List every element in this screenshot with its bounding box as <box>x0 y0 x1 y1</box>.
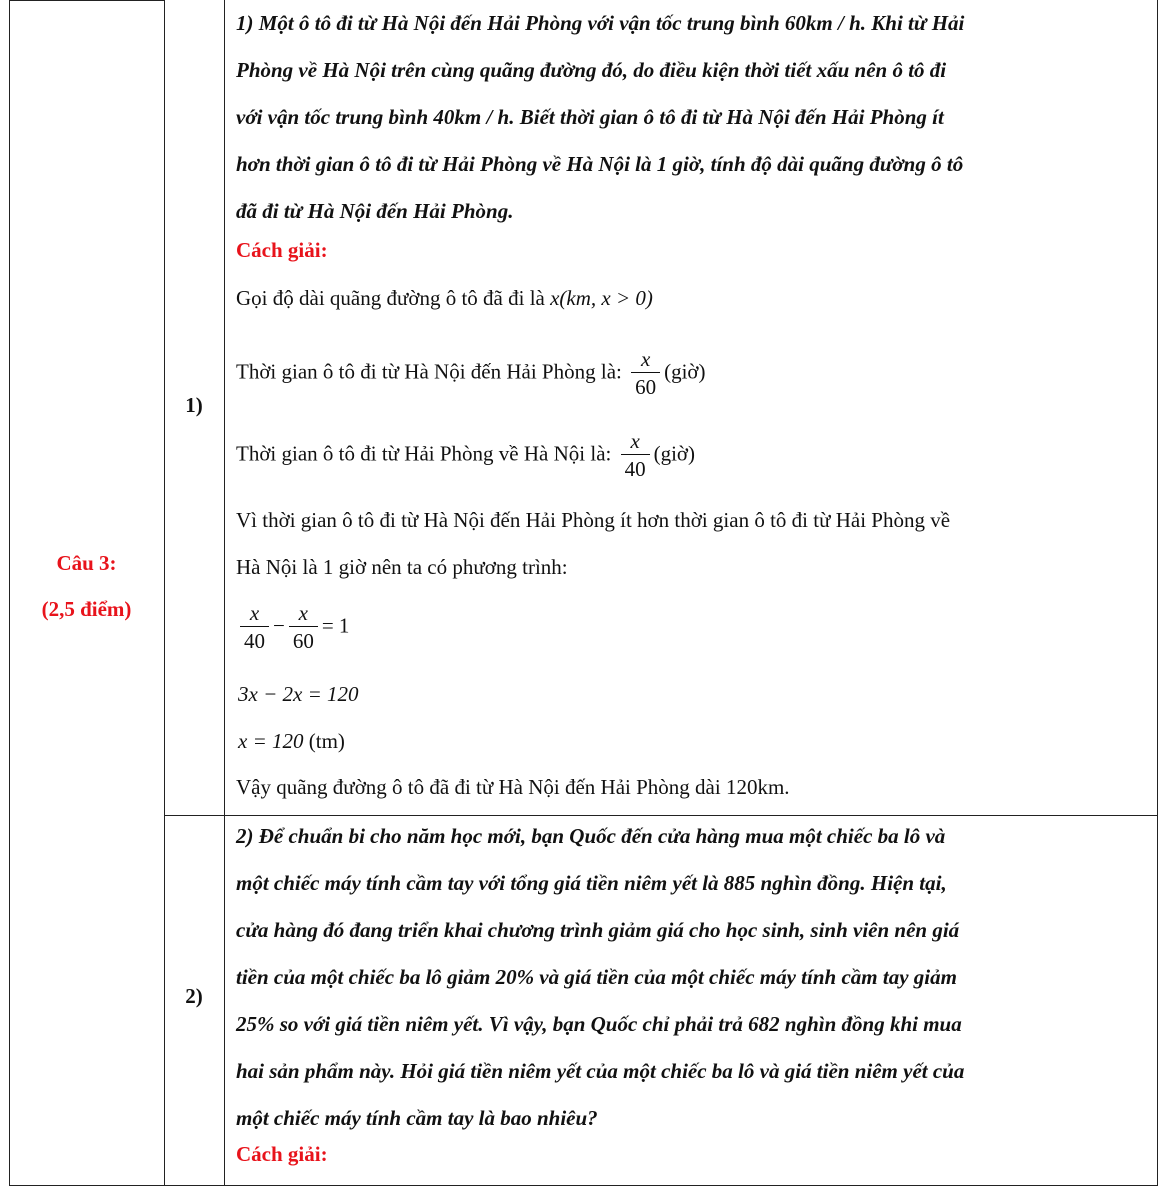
part1-problem-line: đã đi từ Hà Nội đến Hải Phòng. <box>236 199 514 223</box>
part2-solution-title: Cách giải: <box>236 1142 328 1166</box>
part2-problem-statement <box>236 813 1156 1142</box>
table-border-top-tick-left <box>9 0 165 1</box>
eq1-fraction1 <box>240 600 269 655</box>
table-border-right <box>1157 0 1158 1186</box>
part1-conclusion: Vậy quãng đường ô tô đã đi từ Hà Nội đến Hải Phòng dài 120km. <box>236 775 790 799</box>
fraction-numerator: x <box>289 600 318 627</box>
table-border-bottom <box>9 1185 1158 1186</box>
part2-problem-line: một chiếc máy tính cầm tay với tổng giá tiền niêm yết là 885 nghìn đồng. Hiện tại, <box>236 871 947 895</box>
eq1-operator: − <box>273 613 285 638</box>
part1-problem-line: với vận tốc trung bình 40km / h. Biết thời gian ô tô đi từ Hà Nội đến Hải Phòng ít <box>236 105 944 129</box>
part1-number: 1) <box>185 393 203 417</box>
table-border-left <box>9 0 10 1186</box>
fraction-denominator: 40 <box>624 457 646 481</box>
fraction-numerator: x <box>240 600 269 627</box>
part1-step3-text: Thời gian ô tô đi từ Hải Phòng về Hà Nội là: <box>236 441 612 466</box>
part1-step3-unit: (giờ) <box>653 441 696 466</box>
part2-problem-line: một chiếc máy tính cầm tay là bao nhiêu? <box>236 1106 598 1130</box>
part1-step2 <box>236 346 706 401</box>
part2-problem-line: 2) Để chuẩn bi cho năm học mới, bạn Quốc đến cửa hàng mua một chiếc ba lô và <box>236 824 946 848</box>
part1-problem-line: Phòng về Hà Nội trên cùng quãng đường đó, do điều kiện thời tiết xấu nên ô tô đi <box>236 58 947 82</box>
part1-step3 <box>236 428 695 483</box>
part1-step3-fraction <box>621 428 650 483</box>
part1-equation1 <box>240 600 349 655</box>
part2-problem-line: hai sản phẩm này. Hỏi giá tiền niêm yết của một chiếc ba lô và giá tiền niêm yết của <box>236 1059 965 1083</box>
part1-step1-text: Gọi độ dài quãng đường ô tô đã đi là <box>236 286 545 310</box>
eq3-note: (tm) <box>308 729 345 753</box>
part1-problem-line: hơn thời gian ô tô đi từ Hải Phòng về Hà Nội là 1 giờ, tính độ dài quãng đường ô tô <box>236 152 964 176</box>
eq1-fraction2 <box>289 600 318 655</box>
part1-step2-text: Thời gian ô tô đi từ Hà Nội đến Hải Phòng là: <box>236 359 622 384</box>
part1-step1-math: x(km, x > 0) <box>550 286 653 310</box>
eq1-rhs: = 1 <box>321 613 350 638</box>
fraction-denominator: 60 <box>635 375 657 399</box>
fraction-denominator: 40 <box>244 629 265 653</box>
part2-problem-line: cửa hàng đó đang triển khai chương trình giảm giá cho học sinh, sinh viên nên giá <box>236 918 960 942</box>
part2-problem-line: 25% so với giá tiền niêm yết. Vì vậy, bạn Quốc chỉ phải trả 682 nghìn đồng khi mua <box>236 1012 962 1036</box>
part2-problem-line: tiền của một chiếc ba lô giảm 20% và giá tiền của một chiếc máy tính cầm tay giảm <box>236 965 957 989</box>
part1-equation2: 3x − 2x = 120 <box>238 682 359 706</box>
question-label: Câu 3: <box>56 551 117 575</box>
question-points: (2,5 điểm) <box>41 597 132 621</box>
fraction-numerator: x <box>631 346 660 373</box>
part1-problem-statement <box>236 0 1156 235</box>
part1-equation3 <box>238 729 345 754</box>
part1-step2-unit: (giờ) <box>664 359 706 384</box>
part1-step4-line1: Vì thời gian ô tô đi từ Hà Nội đến Hải Phòng ít hơn thời gian ô tô đi từ Hải Phòng về <box>236 508 951 532</box>
part2-number: 2) <box>185 984 203 1008</box>
part1-solution-title: Cách giải: <box>236 238 328 262</box>
fraction-numerator: x <box>621 428 650 455</box>
part1-step1 <box>236 286 653 311</box>
part1-step2-fraction <box>631 346 660 401</box>
part1-problem-line: 1) Một ô tô đi từ Hà Nội đến Hải Phòng với vận tốc trung bình 60km / h. Khi từ Hải <box>236 11 965 35</box>
eq3-value: x = 120 <box>238 729 304 753</box>
fraction-denominator: 60 <box>292 629 314 653</box>
part1-step4-line2: Hà Nội là 1 giờ nên ta có phương trình: <box>236 555 568 579</box>
table-border-col2 <box>224 0 225 1186</box>
